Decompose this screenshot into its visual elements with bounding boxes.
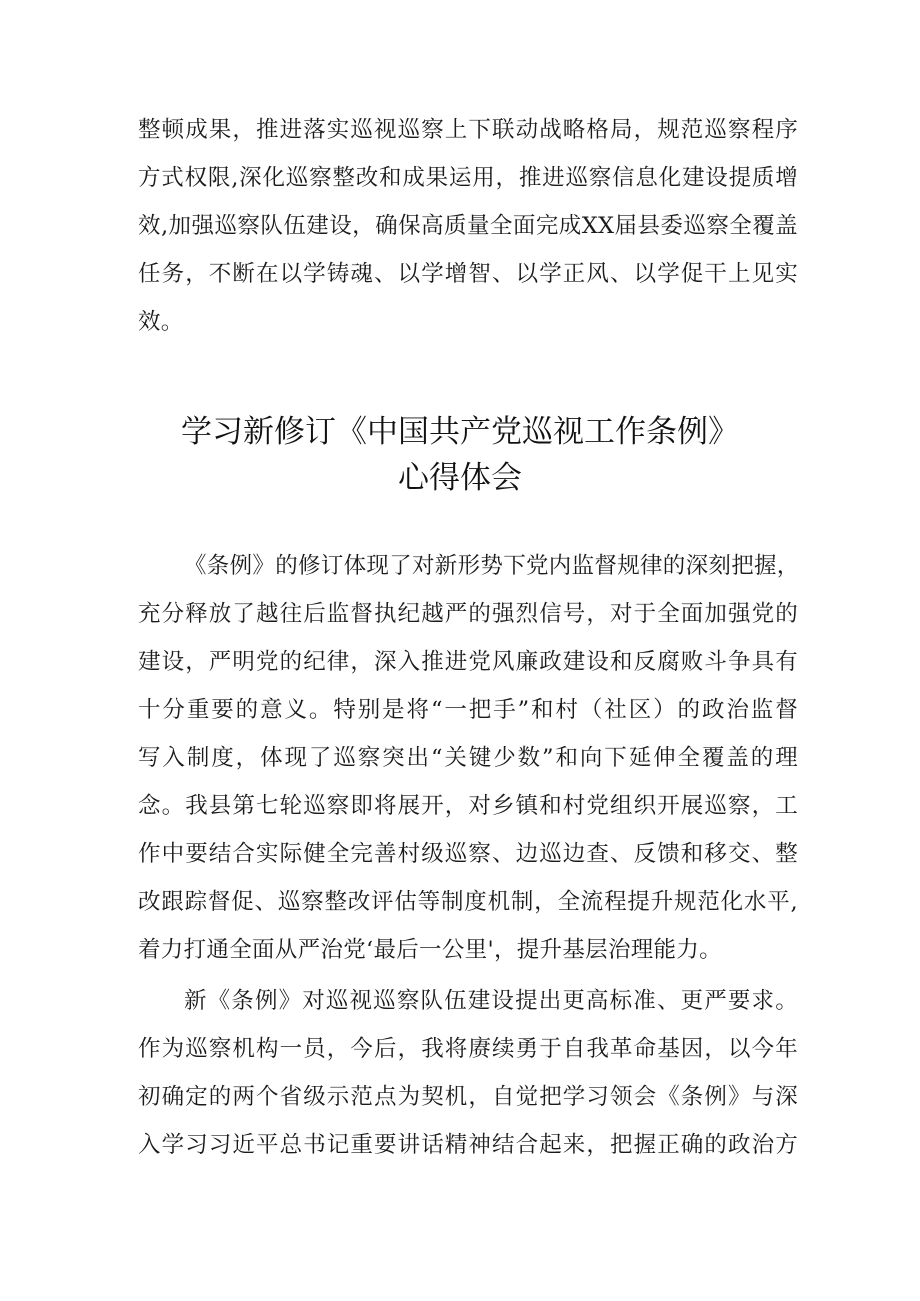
paragraph1-line-7: 作中要结合实际健全完善村级巡察、边巡边查、反馈和移交、整 <box>138 841 798 867</box>
paragraph2-line-4: 入学习习近平总书记重要讲话精神结合起来，把握正确的政治方 <box>138 1132 798 1158</box>
paragraph1-line-3: 建设，严明党的纪律，深入推进党风廉政建设和反腐败斗争具有 <box>138 649 798 675</box>
paragraph1-line-6: 念。我县第七轮巡察即将展开，对乡镇和村党组织开展巡察，工 <box>138 793 798 819</box>
paragraph1-line-5: 写入制度，体现了巡察突出“关键少数”和向下延伸全覆盖的理 <box>138 745 798 771</box>
intro-line-3: 效,加强巡察队伍建设，确保高质量全面完成XX届县委巡察全覆盖 <box>138 213 798 239</box>
document-subtitle: 心得体会 <box>398 460 522 496</box>
intro-line-4: 任务，不断在以学铸魂、以学增智、以学正风、以学促干上见实 <box>138 261 798 287</box>
intro-line-5: 效。 <box>138 309 184 335</box>
paragraph2-line-1: 新《条例》对巡视巡察队伍建设提出更高标准、更严要求。 <box>184 988 798 1014</box>
paragraph1-line-8: 改跟踪督促、巡察整改评估等制度机制，全流程提升规范化水平, <box>138 889 798 915</box>
paragraph2-line-2: 作为巡察机构一员，今后，我将赓续勇于自我革命基因，以今年 <box>138 1036 798 1062</box>
paragraph1-line-4: 十分重要的意义。特别是将“一把手”和村（社区）的政治监督 <box>138 697 798 723</box>
paragraph1-line-9: 着力打通全面从严治党‘最后一公里'，提升基层治理能力。 <box>138 937 722 963</box>
intro-line-2: 方式权限,深化巡察整改和成果运用，推进巡察信息化建设提质增 <box>138 165 798 191</box>
paragraph1-line-1: 《条例》的修订体现了对新形势下党内监督规律的深刻把握， <box>184 553 800 579</box>
paragraph2-line-3: 初确定的两个省级示范点为契机，自觉把学习领会《条例》与深 <box>138 1084 798 1110</box>
document-title: 学习新修订《中国共产党巡视工作条例》 <box>181 414 739 450</box>
intro-line-1: 整顿成果，推进落实巡视巡察上下联动战略格局，规范巡察程序 <box>138 117 798 143</box>
paragraph1-line-2: 充分释放了越往后监督执纪越严的强烈信号，对于全面加强党的 <box>138 601 798 627</box>
